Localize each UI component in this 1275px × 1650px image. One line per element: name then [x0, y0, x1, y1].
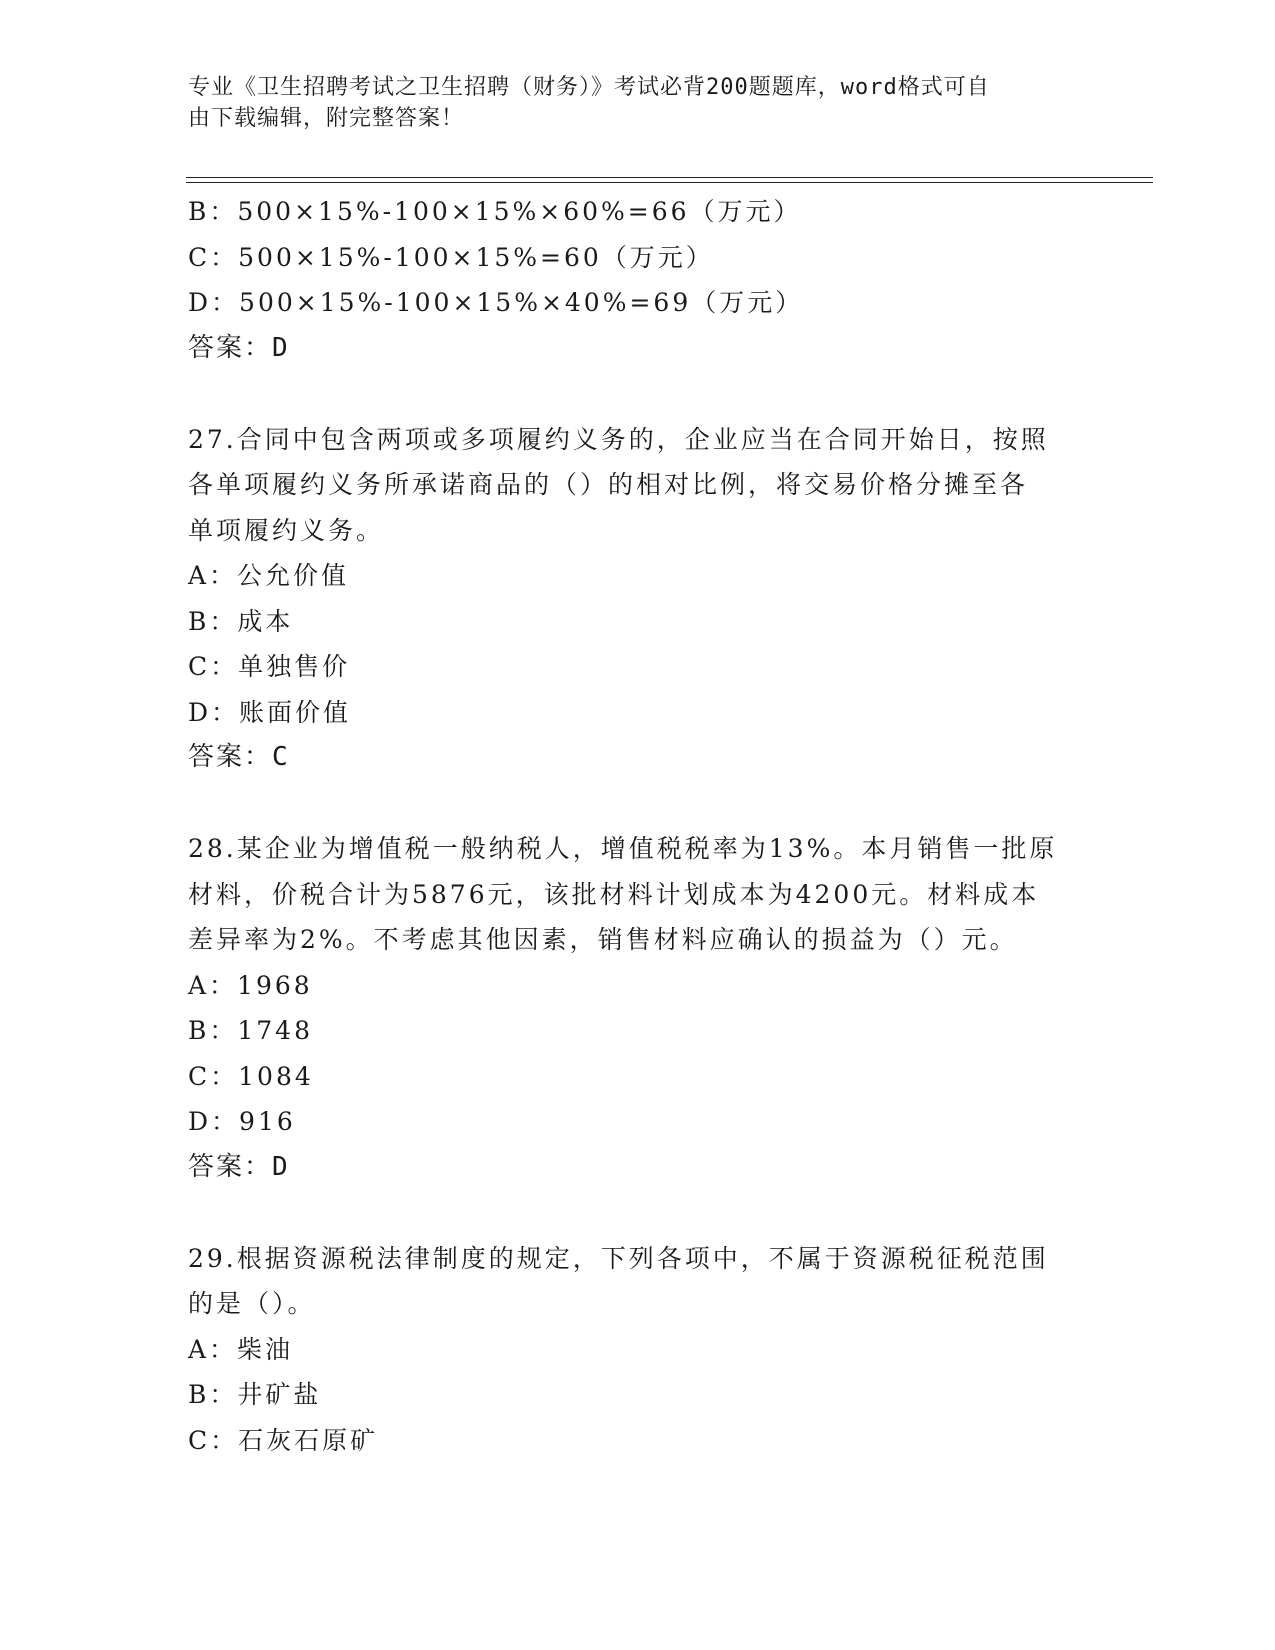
header-divider-top: [186, 177, 1153, 178]
option-d: D：500×15%-100×15%×40%=69（万元）: [188, 288, 804, 317]
option-c: C：1084: [188, 1061, 314, 1091]
question-stem: 差异率为2%。不考虑其他因素，销售材料应确认的损益为（）元。: [188, 925, 1018, 954]
document-header: [188, 72, 1068, 134]
option-b: B：500×15%-100×15%×60%=66（万元）: [188, 197, 802, 226]
option-d: D：账面价值: [188, 697, 352, 727]
option-c: C：500×15%-100×15%=60（万元）: [188, 242, 714, 272]
header-line-2: 由下载编辑，附完整答案！: [188, 106, 465, 131]
header-divider-bottom: [186, 182, 1153, 183]
answer: 答案：C: [188, 742, 290, 772]
question-stem: 的是（）。: [188, 1289, 316, 1318]
option-a: A：1968: [188, 970, 313, 1000]
previous-question-tail: [188, 189, 1088, 371]
question-29: [188, 1236, 1088, 1464]
option-b: B：成本: [188, 606, 294, 636]
answer: 答案：D: [188, 1151, 290, 1182]
question-stem: 各单项履约义务所承诺商品的（）的相对比例，将交易价格分摊至各: [188, 470, 1029, 499]
option-c: C：石灰石原矿: [188, 1425, 379, 1455]
option-d: D：916: [188, 1107, 296, 1136]
option-a: A：公允价值: [188, 561, 350, 590]
question-28: [188, 826, 1088, 1190]
question-stem: 材料，价税合计为5876元，该批材料计划成本为4200元。材料成本: [188, 879, 1040, 909]
question-stem: 27.合同中包含两项或多项履约义务的，企业应当在合同开始日，按照: [188, 424, 1049, 454]
question-stem: 29.根据资源税法律制度的规定，下列各项中，不属于资源税征税范围: [188, 1243, 1049, 1273]
option-b: B：1748: [188, 1016, 313, 1045]
question-list: [188, 189, 1088, 1463]
option-b: B：井矿盐: [188, 1380, 322, 1409]
question-27: [188, 417, 1088, 781]
option-c: C：单独售价: [188, 652, 351, 681]
answer: 答案：D: [188, 332, 290, 363]
header-line-1: 专业《卫生招聘考试之卫生招聘（财务）》考试必背200题题库，word格式可自: [188, 75, 990, 100]
question-stem: 单项履约义务。: [188, 515, 385, 545]
question-stem: 28.某企业为增值税一般纳税人，增值税税率为13%。本月销售一批原: [188, 834, 1058, 863]
option-a: A：柴油: [188, 1334, 294, 1364]
